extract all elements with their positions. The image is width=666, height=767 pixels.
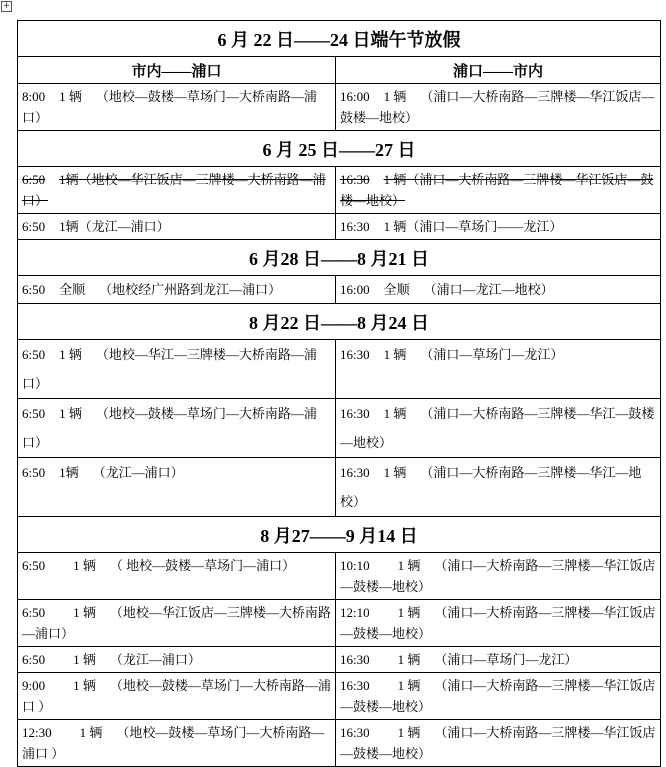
schedule-cell-return [336, 600, 661, 647]
column-header-return: 浦口——市内 [336, 57, 661, 84]
vehicle-count: 1 辆 [397, 725, 421, 740]
schedule-cell-return [336, 214, 661, 240]
schedule-cell-outbound [18, 214, 336, 240]
section-header-row [18, 240, 661, 276]
vehicle-count: 1 辆 [383, 465, 407, 480]
departure-time: 6:50 [22, 347, 46, 362]
schedule-cell-return [336, 673, 661, 720]
vehicle-count: 1辆 [59, 219, 79, 234]
column-header-outbound: 市内——浦口 [18, 57, 336, 84]
schedule-row [18, 720, 661, 767]
route: （浦口—大桥南路—三牌楼—华江饭店—鼓楼—地校） [340, 605, 656, 641]
schedule-cell-return [336, 340, 661, 399]
schedule-cell-outbound [18, 458, 336, 517]
schedule-row [18, 553, 661, 600]
route: （龙江—浦口） [92, 465, 184, 480]
departure-time: 6:50 [22, 558, 46, 573]
departure-time: 16:30 [340, 219, 370, 234]
vehicle-count: 1 辆 [383, 89, 407, 104]
departure-time: 12:30 [22, 725, 52, 740]
vehicle-count: 1 辆 [383, 406, 407, 421]
route: （浦口—大桥南路—三牌楼—华江饭店—鼓楼—地校） [340, 678, 656, 714]
schedule-cell-return [336, 647, 661, 673]
schedule-row [18, 84, 661, 131]
route: （地校—鼓楼—草场门—大桥南路—浦口 ） [22, 678, 331, 714]
route: （ 地校—鼓楼—草场门—浦口） [109, 558, 296, 573]
vehicle-count: 1 辆 [59, 347, 82, 362]
route: （地校—华江饭店—三牌楼—大桥南路—浦口） [22, 172, 326, 208]
route: （浦口—大桥南路—三牌楼—华江饭店—鼓楼—地校） [340, 558, 656, 594]
departure-time: 16:30 [340, 347, 370, 362]
departure-time: 6:50 [22, 282, 46, 297]
departure-time: 16:30 [340, 172, 370, 187]
schedule-cell-outbound [18, 276, 336, 304]
vehicle-count: 1 辆 [383, 172, 407, 187]
bus-schedule-table [17, 20, 661, 767]
vehicle-count: 1辆 [59, 465, 79, 480]
schedule-cell-outbound [18, 673, 336, 720]
route: （地校—鼓楼—草场门—大桥南路—浦口 ） [22, 725, 325, 761]
route: （浦口—大桥南路—三牌楼—华江饭店—鼓楼—地校） [340, 89, 655, 125]
schedule-cell-outbound [18, 720, 336, 767]
departure-time: 6:50 [22, 605, 46, 620]
departure-time: 16:30 [340, 678, 370, 693]
vehicle-count: 1辆 [59, 172, 79, 187]
section-header-row [18, 517, 661, 553]
vehicle-count: 1 辆 [79, 725, 103, 740]
route: （浦口—大桥南路—三牌楼—华江饭店—鼓楼—地校） [340, 725, 656, 761]
vehicle-count: 1 辆 [397, 558, 421, 573]
departure-time: 6:50 [22, 465, 46, 480]
schedule-cell-outbound [18, 167, 336, 214]
vehicle-count: 1 辆 [73, 678, 96, 693]
vehicle-count: 1 辆 [383, 219, 407, 234]
section-header-row [18, 21, 661, 57]
route: （地校经广州路到龙江—浦口） [99, 282, 282, 297]
route: （地校—华江饭店—三牌楼—大桥南路—浦口） [22, 605, 331, 641]
schedule-cell-outbound [18, 340, 336, 399]
schedule-row [18, 276, 661, 304]
route: （浦口—大桥南路—三牌楼—华江—鼓楼—地校） [340, 406, 655, 450]
route: （浦口—龙江—地校） [423, 282, 554, 297]
section-title: 6 月 25 日——27 日 [18, 131, 661, 167]
vehicle-count: 1 辆 [397, 605, 421, 620]
section-title: 8 月22 日——8 月24 日 [18, 304, 661, 340]
route: （地校—鼓楼—草场门—大桥南路—浦口） [22, 89, 317, 125]
schedule-row [18, 458, 661, 517]
section-title: 6 月 22 日——24 日端午节放假 [18, 21, 661, 57]
schedule-row [18, 340, 661, 399]
vehicle-count: 1 辆 [397, 652, 421, 667]
departure-time: 6:50 [22, 406, 46, 421]
vehicle-count: 1 辆 [73, 605, 96, 620]
schedule-row [18, 647, 661, 673]
route: （地校—华江—三牌楼—大桥南路—浦口） [22, 347, 317, 391]
departure-time: 6:50 [22, 652, 46, 667]
departure-time: 16:30 [340, 406, 370, 421]
departure-time: 6:50 [22, 172, 46, 187]
schedule-cell-return [336, 458, 661, 517]
schedule-cell-outbound [18, 647, 336, 673]
departure-time: 6:50 [22, 219, 46, 234]
departure-time: 10:10 [340, 558, 370, 573]
section-title: 6 月28 日——8 月21 日 [18, 240, 661, 276]
departure-time: 9:00 [22, 678, 46, 693]
schedule-row [18, 214, 661, 240]
route: （浦口—大桥南路—三牌楼—华江饭店—鼓楼—地校） [340, 172, 654, 208]
route: （龙江—浦口） [109, 652, 201, 667]
route: （地校—鼓楼—草场门—大桥南路—浦口） [22, 406, 317, 450]
vehicle-count: 1 辆 [383, 347, 407, 362]
schedule-cell-return [336, 276, 661, 304]
vehicle-count: 1 辆 [397, 678, 421, 693]
vehicle-type: 全顺 [59, 282, 86, 297]
vehicle-count: 1 辆 [59, 406, 82, 421]
section-header-row [18, 131, 661, 167]
vehicle-count: 1 辆 [73, 558, 96, 573]
schedule-cell-outbound [18, 84, 336, 131]
section-header-row [18, 304, 661, 340]
schedule-cell-return [336, 84, 661, 131]
vehicle-type: 全顺 [383, 282, 410, 297]
route: （浦口—草场门——龙江） [406, 219, 563, 234]
schedule-cell-return [336, 167, 661, 214]
schedule-cell-outbound [18, 600, 336, 647]
schedule-cell-outbound [18, 399, 336, 458]
departure-time: 16:30 [340, 465, 370, 480]
schedule-row [18, 167, 661, 214]
schedule-row [18, 399, 661, 458]
vehicle-count: 1 辆 [73, 652, 96, 667]
schedule-row [18, 673, 661, 720]
schedule-cell-return [336, 553, 661, 600]
route: （浦口—草场门—龙江） [434, 652, 578, 667]
schedule-cell-return [336, 399, 661, 458]
vehicle-count: 1 辆 [59, 89, 82, 104]
route: （浦口—草场门—龙江） [420, 347, 564, 362]
schedule-row [18, 600, 661, 647]
section-title: 8 月27——9 月14 日 [18, 517, 661, 553]
departure-time: 16:30 [340, 652, 370, 667]
route: （浦口—大桥南路—三牌楼—华江—地校） [340, 465, 642, 509]
schedule-cell-outbound [18, 553, 336, 600]
departure-time: 16:30 [340, 725, 370, 740]
departure-time: 8:00 [22, 89, 46, 104]
schedule-cell-return [336, 720, 661, 767]
departure-time: 16:00 [340, 89, 370, 104]
departure-time: 16:00 [340, 282, 370, 297]
departure-time: 12:10 [340, 605, 370, 620]
table-move-handle-icon[interactable]: + [2, 1, 11, 11]
column-header-row [18, 57, 661, 84]
route: （龙江—浦口） [78, 219, 170, 234]
